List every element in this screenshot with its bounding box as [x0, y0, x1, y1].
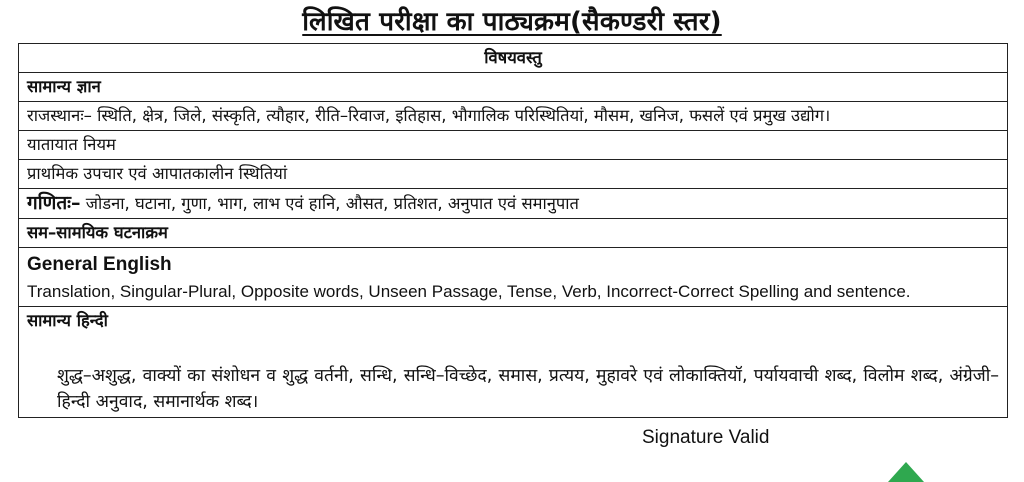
section-heading-current-affairs: सम–सामयिक घटनाक्रम	[19, 219, 1008, 248]
table-row	[19, 73, 1008, 102]
signature-valid-label: Signature Valid	[642, 427, 770, 448]
section-heading-general-knowledge: सामान्य ज्ञान	[19, 73, 1008, 102]
table-row	[19, 307, 1008, 336]
traffic-rules-topic: यातायात नियम	[19, 131, 1008, 160]
table-row	[19, 219, 1008, 248]
syllabus-table	[18, 43, 1008, 418]
signature-check-triangle	[888, 462, 924, 482]
table-header-row	[19, 44, 1008, 73]
section-heading-hindi: सामान्य हिन्दी	[19, 307, 1008, 336]
table-row	[19, 131, 1008, 160]
hindi-cell	[19, 335, 1008, 418]
hindi-topics: शुद्ध–अशुद्ध, वाक्यों का संशोधन व शुद्ध वर्तनी, सन्धि, सन्धि–विच्छेद, समास, प्रत्यय, मुहावरे एवं लोकाक्तियॉ, पर्यायवाची शब्द, विलोम शब्द, अंग्रेजी–हिन्दी अनुवाद, समानार्थक शब्द।	[57, 366, 999, 412]
first-aid-topic: प्राथमिक उपचार एवं आपातकालीन स्थितियां	[19, 160, 1008, 189]
section-heading-english: General English	[27, 254, 172, 275]
table-row	[19, 160, 1008, 189]
section-heading-math: गणितः–	[27, 192, 81, 214]
table-row	[19, 335, 1008, 418]
english-row	[19, 248, 1008, 307]
math-row	[19, 189, 1008, 219]
rajasthan-topics: राजस्थानः– स्थिति, क्षेत्र, जिले, संस्कृति, त्यौहार, रीति–रिवाज, इतिहास, भौगालिक परिस्थितियां, मौसम, खनिज, फसलें एवं प्रमुख उद्योग।	[19, 102, 1008, 131]
table-row	[19, 102, 1008, 131]
signature-check-icon	[886, 460, 926, 482]
math-topics: जोडना, घटाना, गुणा, भाग, लाभ एवं हानि, औसत, प्रतिशत, अनुपात एवं समानुपात	[85, 194, 579, 213]
page-title: लिखित परीक्षा का पाठ्यक्रम(सैकण्डरी स्तर)	[302, 7, 722, 37]
table-header: विषयवस्तु	[19, 44, 1008, 73]
english-topics: Translation, Singular-Plural, Opposite words, Unseen Passage, Tense, Verb, Incorrect-Correct Spelling and sentence.	[27, 282, 911, 301]
table-row	[19, 189, 1008, 219]
table-row	[19, 248, 1008, 307]
